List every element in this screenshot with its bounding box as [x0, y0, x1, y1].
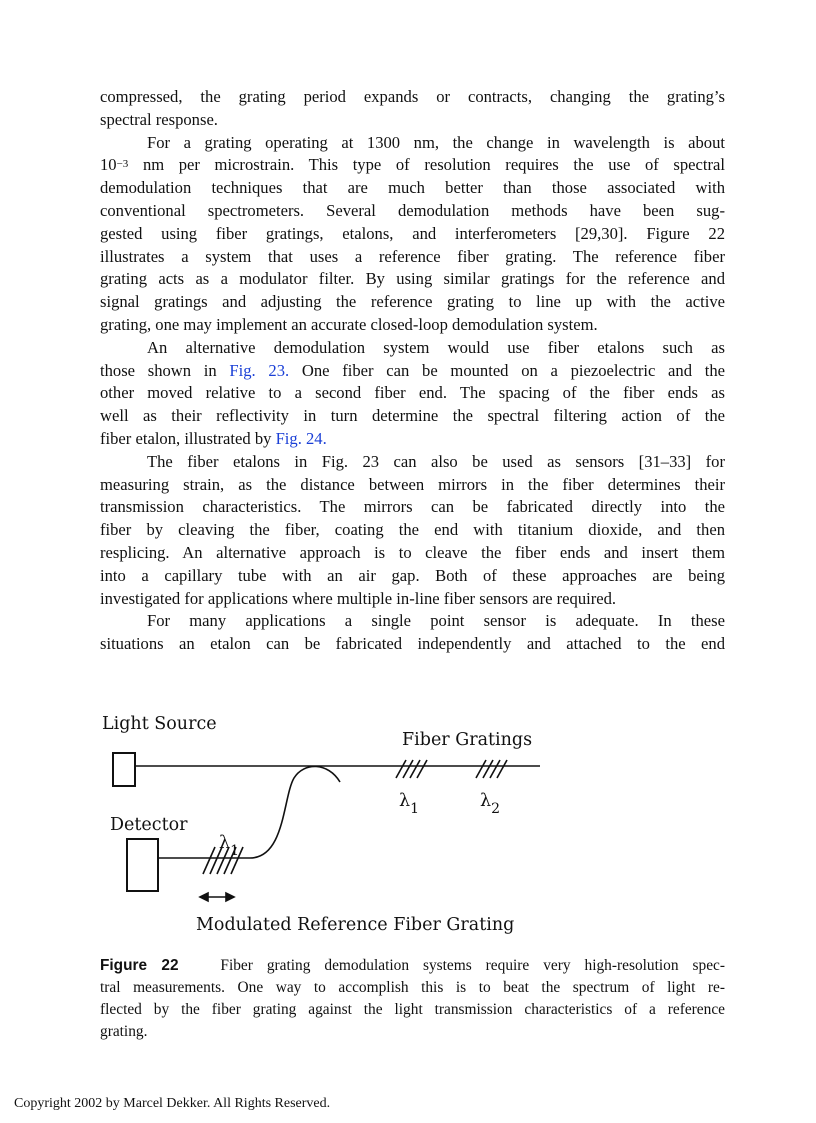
paragraph-text: those shown in	[100, 360, 217, 380]
paragraph-text: fiber etalon, illustrated by	[100, 428, 272, 448]
figure-24-link[interactable]: Fig. 24.	[275, 428, 327, 448]
paragraph-line-exponent	[100, 154, 725, 177]
fiber-gratings-label: Fiber Gratings	[402, 730, 533, 750]
lambda-subscript: 1	[230, 843, 240, 859]
lambda-2-label	[480, 791, 500, 817]
lambda-symbol: λ	[219, 833, 231, 853]
caption-label: Figure 22	[100, 957, 179, 974]
copyright-footer: Copyright 2002 by Marcel Dekker. All Rights Reserved.	[14, 1096, 331, 1111]
light-source-label: Light Source	[102, 714, 217, 734]
paragraph-line: spectral response.	[100, 109, 218, 129]
lambda-symbol: λ	[399, 791, 411, 811]
detector-label: Detector	[110, 815, 188, 835]
paragraph-line: For a grating operating at 1300 nm, the change in wavelength is about	[147, 132, 725, 152]
paragraph-line: An alternative demodulation system would use fiber etalons such as	[147, 337, 725, 357]
lambda-subscript: 2	[491, 801, 501, 817]
paragraph-line: measuring strain, as the distance between mirrors in the fiber determines their	[100, 474, 725, 494]
paragraph-line: The fiber etalons in Fig. 23 can also be used as sensors [31–33] for	[147, 451, 725, 471]
paragraph-line: transmission characteristics. The mirrors can be fabricated directly into the	[100, 497, 725, 517]
paragraph-text: nm per microstrain. This type of resolution requires the use of spectral	[142, 155, 725, 175]
caption-line	[100, 955, 725, 977]
lambda-subscript: 1	[410, 801, 420, 817]
paragraph-line: For many applications a single point sensor is adequate. In these	[147, 611, 725, 631]
detector-box	[127, 839, 158, 891]
fiber-grating-2	[476, 760, 507, 778]
figure-caption	[100, 955, 725, 1043]
paragraph-line: situations an etalon can be fabricated independently and attached to the end	[100, 634, 725, 654]
paragraph-text: One fiber can be mounted on a piezoelectric and the	[301, 360, 725, 380]
exponent-power: −3	[116, 158, 129, 171]
paragraph-line: grating, one may implement an accurate closed-loop demodulation system.	[100, 314, 598, 334]
modulated-reference-label: Modulated Reference Fiber Grating	[196, 915, 515, 935]
caption-line: grating.	[100, 1023, 148, 1040]
coupler-fiber-curve	[158, 766, 340, 858]
paragraph-line: gested using fiber gratings, etalons, and interferometers [29,30]. Figure 22	[100, 223, 725, 243]
lambda-reference-label	[219, 833, 239, 859]
paragraph-line-with-link	[100, 360, 725, 383]
fiber-grating-1	[396, 760, 427, 778]
paragraph-line: demodulation techniques that are much better than those associated with	[100, 178, 725, 198]
paragraph-line: investigated for applications where multiple in-line fiber sensors are required.	[100, 588, 617, 608]
caption-line: tral measurements. One way to accomplish this is to beat the spectrum of light re-	[100, 979, 725, 996]
caption-line: flected by the fiber grating against the light transmission characteristics of a reference	[100, 1001, 725, 1018]
paragraph-line-with-link	[100, 428, 725, 451]
paragraph-line: signal gratings and adjusting the reference grating to line up with the active	[100, 292, 725, 312]
paragraph-line: into a capillary tube with an air gap. Both of these approaches are being	[100, 565, 725, 585]
body-text	[100, 86, 725, 656]
paragraph-line: conventional spectrometers. Several demodulation methods have been sug-	[100, 200, 725, 220]
figure-23-link[interactable]: Fig. 23.	[229, 360, 290, 380]
paragraph-line: grating acts as a modulator filter. By using similar gratings for the reference and	[100, 269, 725, 289]
paragraph-line: compressed, the grating period expands or contracts, changing the grating’s	[100, 87, 725, 106]
paragraph-line: fiber by cleaving the fiber, coating the end with titanium dioxide, and then	[100, 520, 725, 540]
paragraph-line: resplicing. An alternative approach is to cleave the fiber ends and insert them	[100, 542, 725, 562]
caption-text: Fiber grating demodulation systems require very high-resolution spec-	[220, 957, 725, 974]
lambda-symbol: λ	[480, 791, 492, 811]
double-arrow-icon	[200, 893, 234, 901]
exponent-base: 10	[100, 155, 117, 175]
light-source-box	[113, 753, 135, 786]
fiber-grating-system-diagram	[90, 702, 560, 942]
paragraph-line: well as their reflectivity in turn determine the spectral filtering action of the	[100, 406, 725, 426]
figure-22-diagram	[90, 702, 560, 942]
paragraph-line: other moved relative to a second fiber end. The spacing of the fiber ends as	[100, 383, 725, 403]
paragraph-line: illustrates a system that uses a reference fiber grating. The reference fiber	[100, 246, 725, 266]
lambda-1-label	[399, 791, 419, 817]
